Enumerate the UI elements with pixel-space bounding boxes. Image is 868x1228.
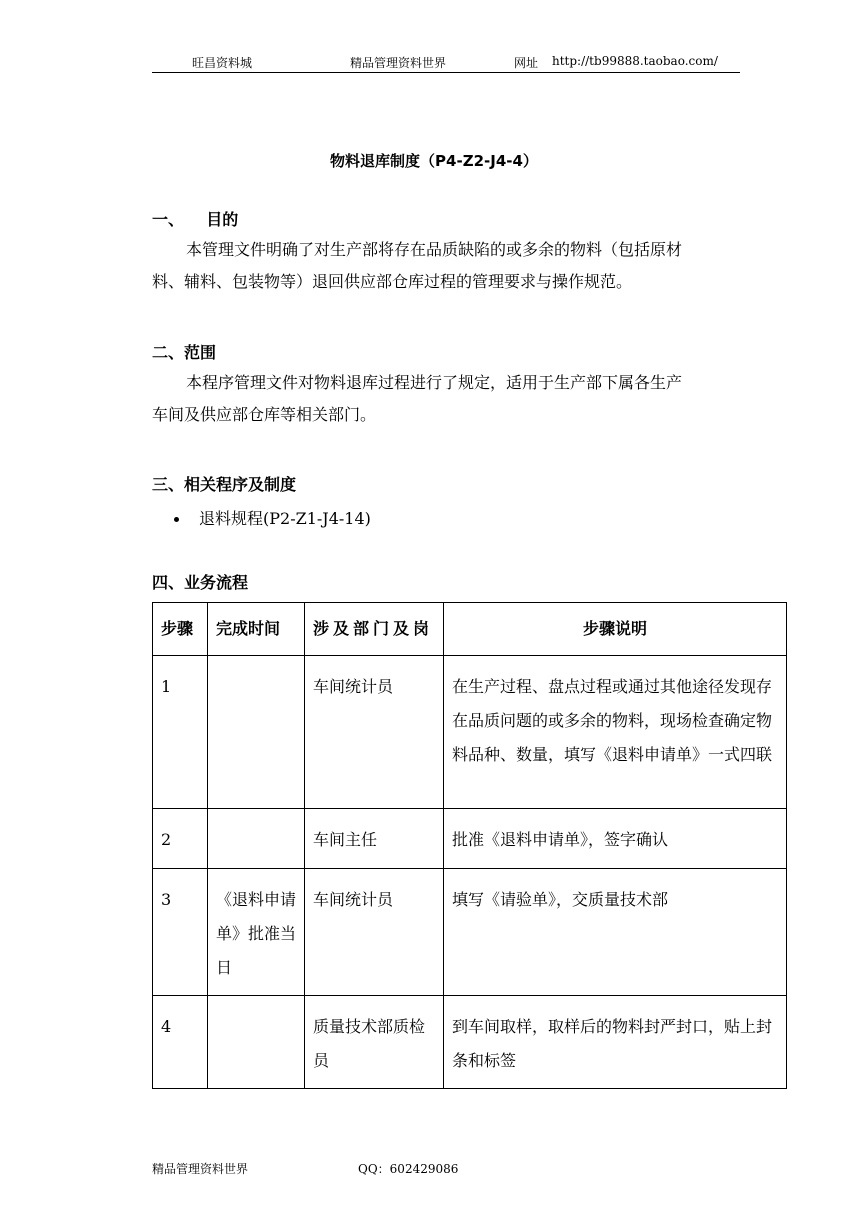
section-body-purpose xyxy=(152,234,752,298)
section-body-scope xyxy=(152,367,752,431)
header-site-name: 精品管理资料世界 xyxy=(350,56,447,70)
section-heading-purpose: 一、 目的 xyxy=(152,210,239,229)
process-table xyxy=(152,602,787,1089)
document-title: 物料退库制度（P4-Z2-J4-4） xyxy=(330,152,538,170)
cell-step: 3 xyxy=(153,869,208,996)
purpose-line-1: 本管理文件明确了对生产部将存在品质缺陷的或多余的物料（包括原材 xyxy=(186,240,683,259)
section-heading-related: 三、相关程序及制度 xyxy=(152,475,297,494)
column-header-dept: 涉及部门及岗 xyxy=(305,603,444,656)
cell-desc: 到车间取样，取样后的物料封严封口，贴上封条和标签 xyxy=(444,996,787,1089)
cell-time xyxy=(208,809,305,869)
cell-dept: 车间主任 xyxy=(305,809,444,869)
cell-time xyxy=(208,656,305,809)
column-header-step: 步骤 xyxy=(153,603,208,656)
section-heading-scope: 二、范围 xyxy=(152,343,217,362)
cell-desc: 在生产过程、盘点过程或通过其他途径发现存在品质问题的或多余的物料，现场检查确定物料品种、数量，填写《退料申请单》一式四联 xyxy=(444,656,787,809)
header-brand: 旺昌资料城 xyxy=(192,56,253,70)
cell-step: 2 xyxy=(153,809,208,869)
header-url-label: 网址 xyxy=(514,56,539,70)
header-divider xyxy=(152,72,740,73)
cell-time: 《退料申请单》批准当日 xyxy=(208,869,305,996)
scope-line-2: 车间及供应部仓库等相关部门。 xyxy=(152,405,377,424)
related-list-item xyxy=(174,506,371,529)
cell-dept: 车间统计员 xyxy=(305,656,444,809)
cell-step: 1 xyxy=(153,656,208,809)
footer-qq: QQ：602429086 xyxy=(358,1162,459,1176)
header-url-link[interactable]: http://tb99888.taobao.com/ xyxy=(552,54,718,68)
table-header-row xyxy=(153,603,787,656)
column-header-desc: 步骤说明 xyxy=(444,603,787,656)
page-header xyxy=(152,54,740,71)
cell-time xyxy=(208,996,305,1089)
table-row xyxy=(153,656,787,809)
bullet-icon xyxy=(174,517,179,522)
table-row xyxy=(153,809,787,869)
cell-dept: 质量技术部质检员 xyxy=(305,996,444,1089)
column-header-time: 完成时间 xyxy=(208,603,305,656)
table-row xyxy=(153,869,787,996)
cell-step: 4 xyxy=(153,996,208,1089)
cell-desc: 批准《退料申请单》，签字确认 xyxy=(444,809,787,869)
page-footer xyxy=(152,1160,752,1176)
section-heading-process: 四、业务流程 xyxy=(152,573,249,592)
related-item-label: 退料规程(P2-Z1-J4-14) xyxy=(199,509,371,528)
footer-site-name: 精品管理资料世界 xyxy=(152,1162,249,1176)
purpose-line-2: 料、辅料、包装物等）退回供应部仓库过程的管理要求与操作规范。 xyxy=(152,272,633,291)
scope-line-1: 本程序管理文件对物料退库过程进行了规定，适用于生产部下属各生产 xyxy=(186,373,683,392)
cell-dept: 车间统计员 xyxy=(305,869,444,996)
table-row xyxy=(153,996,787,1089)
cell-desc: 填写《请验单》，交质量技术部 xyxy=(444,869,787,996)
